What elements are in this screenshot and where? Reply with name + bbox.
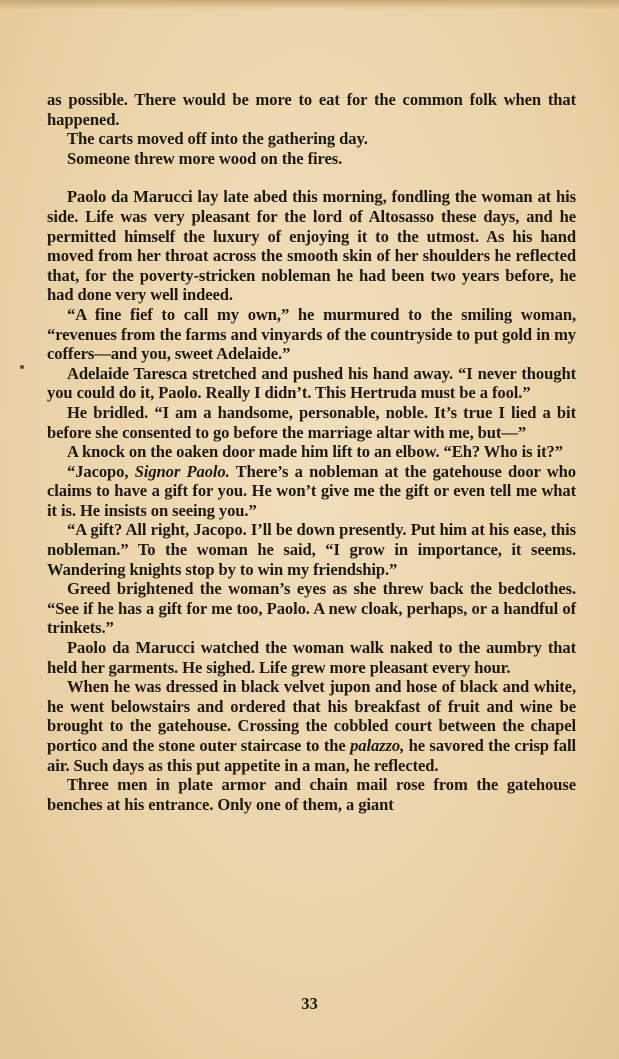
text-run: There’s a nobleman at the gatehouse door who claims to have a gift for you. He won’t give me the gift or even tell me what it is. He insists on seeing you.”: [47, 461, 576, 520]
book-page-text: [47, 90, 576, 814]
paragraph: Paolo da Marucci lay late abed this morning, fondling the woman at his side. Life was very pleasant for the lord of Altosasso these days, and he permitted himself the luxury of enjoying it to the utmost. As his hand moved from her throat across the smooth skin of her shoulders he reflected that, for the poverty-stricken nobleman he had been two years before, he had done very well indeed.: [47, 187, 576, 305]
paragraph: “A fine fief to call my own,” he murmured to the smiling woman, “revenues from the farms and vinyards of the countryside to put gold in my coffers—and you, sweet Adelaide.”: [47, 304, 576, 364]
paragraph: Adelaide Taresca stretched and pushed his hand away. “I never thought you could do it, Paolo. Really I didn’t. This Hertruda must be a fool.”: [47, 363, 576, 403]
italic-run: Signor Paolo.: [134, 461, 230, 481]
paragraph: Someone threw more wood on the fires.: [67, 148, 343, 168]
text-run: “Jacopo,: [67, 461, 135, 481]
paragraph: Greed brightened the woman’s eyes as she threw back the bedclothes. “See if he has a gift for me too, Paolo. A new cloak, perhaps, or a handful of trinkets.”: [47, 579, 576, 638]
paragraph: as possible. There would be more to eat for the common folk when that happened.: [47, 90, 576, 129]
text-run: When he was dressed in black velvet jupon and hose of black and white, he went belowstairs and ordered that his breakfast of fruit and wine be brought to the gatehouse. Crossing the cobbled court between the chapel portico and the stone outer staircase to the: [47, 677, 576, 755]
paragraph: He bridled. “I am a handsome, personable, noble. It’s true I lied a bit before she consented to go before the marriage altar with me, but—”: [47, 402, 576, 442]
italic-run: palazzo,: [350, 736, 405, 755]
paragraph: [47, 677, 576, 775]
paragraph: Paolo da Marucci watched the woman walk naked to the aumbry that held her garments. He sighed. Life grew more pleasant every hour.: [47, 638, 576, 677]
paragraph: [47, 462, 576, 521]
paragraph: A knock on the oaken door made him lift to an elbow. “Eh? Who is it?”: [67, 442, 563, 462]
text-run: he savored the crisp fall air. Such days as this put appetite in a man, he reflected.: [47, 736, 576, 775]
paragraph: Three men in plate armor and chain mail rose from the gatehouse benches at his entrance. Only one of them, a giant: [47, 775, 576, 814]
page-top-shadow: [0, 0, 619, 10]
margin-speck: [20, 365, 24, 369]
paragraph: “A gift? All right, Jacopo. I’ll be down presently. Put him at his ease, this nobleman.” To the woman he said, “I grow in importance, it seems. Wandering knights stop by to win my friendship.”: [47, 520, 576, 579]
paragraph: The carts moved off into the gathering day.: [67, 129, 368, 149]
page-number: 33: [301, 994, 318, 1013]
